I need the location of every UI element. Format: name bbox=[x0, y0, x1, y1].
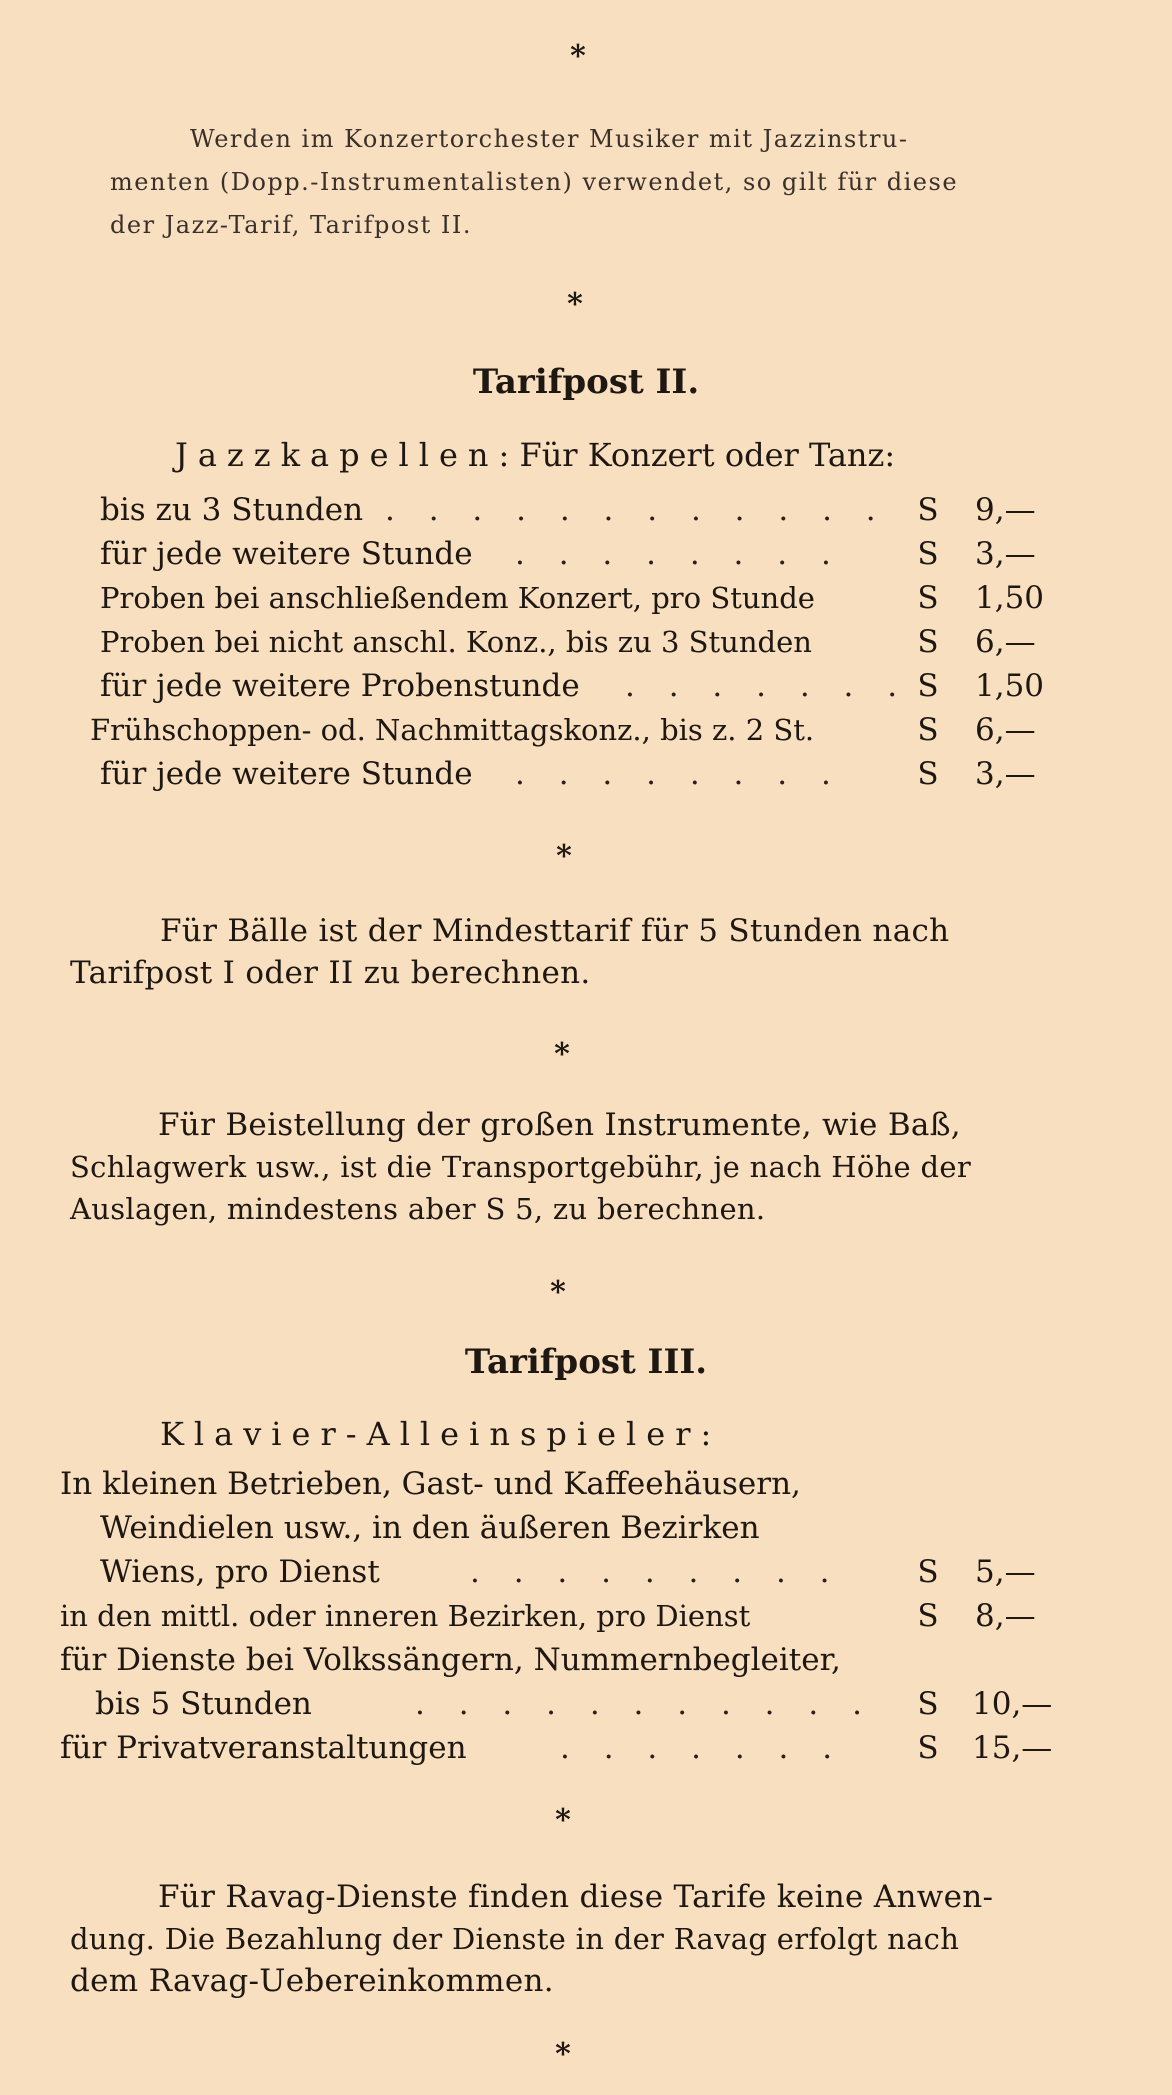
currency-symbol: S bbox=[917, 756, 939, 792]
separator-star: * bbox=[570, 39, 586, 74]
intro-paragraph bbox=[110, 118, 1050, 247]
instrumente-line: Auslagen, mindestens aber S 5, zu berechnen. bbox=[70, 1192, 766, 1226]
jazzkapellen-label: Jazzkapellen bbox=[175, 436, 499, 474]
klavier-label: Klavier-Alleinspieler bbox=[160, 1415, 701, 1453]
tariff-amount: 1,50 bbox=[975, 668, 1045, 704]
leader-dots: . . . . . . . . bbox=[515, 536, 843, 572]
tariff-amount: 6,— bbox=[975, 712, 1036, 748]
separator-star: * bbox=[554, 1037, 570, 1072]
tariff-amount: 9,— bbox=[975, 492, 1036, 528]
currency-symbol: S bbox=[917, 536, 939, 572]
leader-dots: . . . . . . . bbox=[625, 668, 910, 704]
baelle-line: Für Bälle ist der Mindesttarif für 5 Stunden nach bbox=[160, 913, 950, 949]
baelle-line: Tarifpost I oder II zu berechnen. bbox=[70, 955, 591, 991]
tarifpost-2-title: Tarifpost II. bbox=[472, 362, 700, 402]
tariff-amount: 3,— bbox=[975, 536, 1036, 572]
tariff-amount: 3,— bbox=[975, 756, 1036, 792]
tariff-row bbox=[0, 576, 1172, 620]
tariff-amount: 5,— bbox=[975, 1554, 1036, 1590]
currency-symbol: S bbox=[917, 668, 939, 704]
separator-star: * bbox=[567, 287, 583, 322]
currency-symbol: S bbox=[917, 1686, 939, 1722]
ravag-line: dem Ravag-Uebereinkommen. bbox=[70, 1963, 554, 1999]
tariff-description: Proben bei nicht anschl. Konz., bis zu 3 Stunden bbox=[100, 625, 812, 659]
tarifpost-3-text: für Dienste bei Volkssängern, Nummernbegleiter, bbox=[60, 1642, 841, 1678]
tariff-row bbox=[0, 752, 1172, 796]
tariff-amount: 10,— bbox=[972, 1686, 1053, 1722]
tariff-row bbox=[0, 1594, 1172, 1638]
leader-dots: . . . . . . . bbox=[560, 1730, 845, 1766]
leader-dots: . . . . . . . . . bbox=[470, 1554, 842, 1590]
separator-star: * bbox=[555, 1803, 571, 1838]
currency-symbol: S bbox=[917, 580, 939, 616]
tarifpost-3-text: Weindielen usw., in den äußeren Bezirken bbox=[100, 1510, 760, 1546]
jazzkapellen-rest: : Für Konzert oder Tanz: bbox=[498, 436, 896, 474]
intro-line: menten (Dopp.-Instrumentalisten) verwendet, so gilt für diese bbox=[110, 168, 959, 196]
tariff-description: Wiens, pro Dienst bbox=[100, 1554, 380, 1590]
tariff-description: für jede weitere Probenstunde bbox=[100, 668, 580, 704]
instrumente-paragraph bbox=[70, 1104, 1070, 1230]
tariff-row bbox=[0, 1550, 1172, 1594]
tariff-row bbox=[0, 664, 1172, 708]
currency-symbol: S bbox=[917, 492, 939, 528]
baelle-paragraph bbox=[70, 910, 1070, 994]
tariff-row bbox=[0, 532, 1172, 576]
tariff-row bbox=[0, 620, 1172, 664]
tariff-row bbox=[0, 1682, 1172, 1726]
tariff-row bbox=[0, 708, 1172, 752]
tarifpost-3-title: Tarifpost III. bbox=[464, 1342, 708, 1382]
tarifpost-3-subtitle bbox=[160, 1414, 711, 1454]
intro-line: Werden im Konzertorchester Musiker mit Jazzinstru- bbox=[190, 125, 909, 153]
currency-symbol: S bbox=[917, 1730, 939, 1766]
klavier-rest: : bbox=[700, 1415, 712, 1453]
intro-line: der Jazz-Tarif, Tarifpost II. bbox=[110, 211, 473, 239]
leader-dots: . . . . . . . . bbox=[515, 756, 843, 792]
ravag-paragraph bbox=[70, 1876, 1070, 2002]
separator-star: * bbox=[556, 839, 572, 874]
ravag-line: dung. Die Bezahlung der Dienste in der Ravag erfolgt nach bbox=[70, 1922, 960, 1956]
tariff-description: für Privatveranstaltungen bbox=[60, 1730, 467, 1766]
currency-symbol: S bbox=[917, 624, 939, 660]
tariff-amount: 1,50 bbox=[975, 580, 1045, 616]
ravag-line: Für Ravag-Dienste finden diese Tarife keine Anwen- bbox=[158, 1879, 994, 1915]
instrumente-line: Für Beistellung der großen Instrumente, wie Baß, bbox=[158, 1107, 961, 1143]
leader-dots: . . . . . . . . . . . . bbox=[385, 492, 888, 528]
instrumente-line: Schlagwerk usw., ist die Transportgebühr, je nach Höhe der bbox=[70, 1150, 972, 1184]
tariff-row bbox=[0, 488, 1172, 532]
tariff-description: Proben bei anschließendem Konzert, pro Stunde bbox=[100, 581, 815, 615]
tarifpost-2-subtitle bbox=[175, 435, 895, 475]
separator-star: * bbox=[555, 2037, 571, 2072]
currency-symbol: S bbox=[917, 1554, 939, 1590]
tariff-description: für jede weitere Stunde bbox=[100, 536, 473, 572]
tariff-description: für jede weitere Stunde bbox=[100, 756, 473, 792]
tariff-description: Frühschoppen- od. Nachmittagskonz., bis z. 2 St. bbox=[90, 713, 815, 747]
tariff-amount: 6,— bbox=[975, 624, 1036, 660]
tariff-amount: 15,— bbox=[972, 1730, 1053, 1766]
separator-star: * bbox=[550, 1275, 566, 1310]
tarifpost-3-text: In kleinen Betrieben, Gast- und Kaffeehäusern, bbox=[60, 1466, 801, 1502]
currency-symbol: S bbox=[917, 712, 939, 748]
currency-symbol: S bbox=[917, 1598, 939, 1634]
tariff-description: bis 5 Stunden bbox=[95, 1686, 312, 1722]
tariff-amount: 8,— bbox=[975, 1598, 1036, 1634]
tariff-description: bis zu 3 Stunden bbox=[100, 492, 364, 528]
leader-dots: . . . . . . . . . . . bbox=[415, 1686, 874, 1722]
tariff-row bbox=[0, 1726, 1172, 1770]
tariff-description: in den mittl. oder inneren Bezirken, pro Dienst bbox=[60, 1599, 751, 1633]
